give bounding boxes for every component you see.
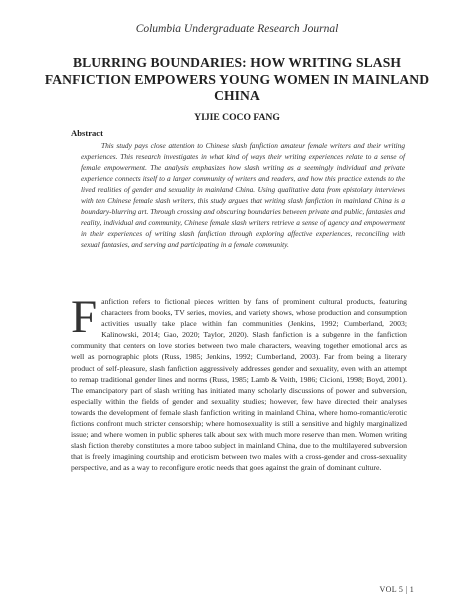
author-name: YIJIE COCO FANG <box>194 112 280 123</box>
abstract-body: This study pays close attention to Chinese slash fanfiction amateur female writers and their writing experiences. This research investigates in what kind of ways their writing experiences relate to a sense of female empowerment. The analysis emphasizes how slash writing as a seemingly individual and private experience connects itself to a larger community of writers and readers, and how this practice extends to the lived realities of gender and sexuality in mainland China. Using qualitative data from epistolary interviews with ten Chinese female slash writers, this study argues that writing slash fanfiction in mainland China is a boundary-blurring art. Through crossing and obscuring boundaries between private and public, fantasies and reality, individual and community, Chinese female slash writers retrieve a sense of agency and empowerment in their experiences of writing slash fanfiction through exploring affective experiences, reconciling with sexual fantasies, and serving and participating in a female community. <box>81 141 405 250</box>
abstract-heading: Abstract <box>71 128 103 138</box>
body-paragraph <box>71 291 407 474</box>
journal-header: Columbia Undergraduate Research Journal <box>135 23 339 35</box>
page-number: VOL 5 | 1 <box>379 585 414 594</box>
article-title: BLURRING BOUNDARIES: HOW WRITING SLASH FANFICTION EMPOWERS YOUNG WOMEN IN MAINLAND CHINA <box>44 55 430 103</box>
body-paragraph-text: anfiction refers to fictional pieces written by fans of prominent cultural products, featuring characters from books, TV series, movies, and variety shows, whose production and consumption activities usually take place within fan communities (Jenkins, 1992; Cumberland, 2003; Kalinowski, 2014; Gao, 2020; Taylor, 2020). Slash fanfiction is a subgenre in the fanfiction community that centers on love stories between two male characters, weaving together emotional arcs as well as pornographic plots (Russ, 1985; Jenkins, 1992; Cumberland, 2003). Far from being a literary product of self-pleasure, slash fanfiction aggressively addresses gender and sexuality, even with an attempt to remap traditional gender lines and norms (Russ, 1985; Lamb & Veith, 1986; Cicioni, 1998; Boyd, 2001). The emancipatory part of slash writing has initiated many scholarly discussions of power and subversion, especially within the fields of gender and sexuality studies; however, few have directed their analyses towards the development of female slash fanfiction writing in mainland China, where homo-romantic/erotic fictions confront much stricter censorship; where homosexuality is still a sensitive and highly marginalized issue; and where women in public spheres talk about sex with much more reserve than men. Women writing slash fiction thereby constitutes a more taboo subject in mainland China, due to the multilayered subversion that is freely imagining courtship and eroticism between two males with a cross-gender and cross-sexuality perspective, and as a way to reconfigure erotic needs that goes against the grain of dominant culture. <box>71 297 407 473</box>
drop-cap: F <box>71 291 98 343</box>
